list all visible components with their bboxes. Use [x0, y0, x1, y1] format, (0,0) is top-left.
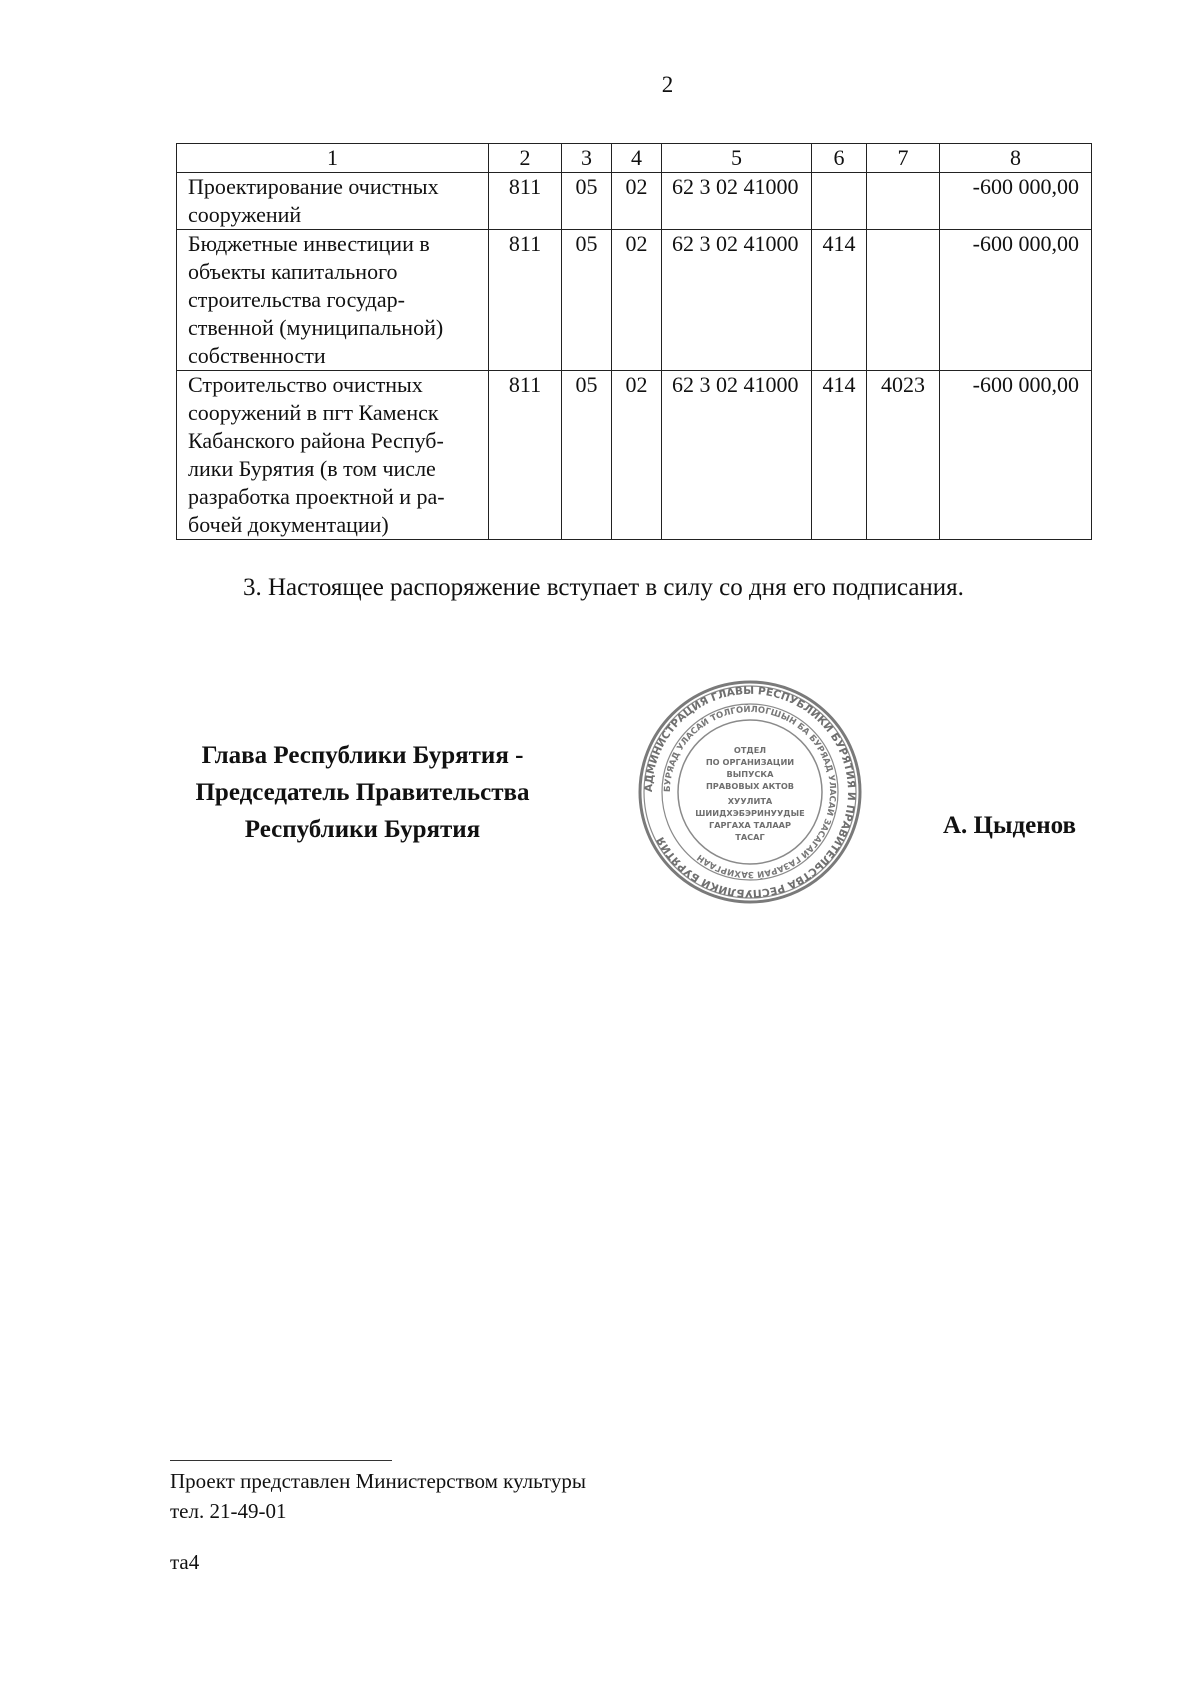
item-name-line: лики Бурятия (в том числе	[188, 456, 436, 481]
official-seal	[635, 677, 865, 907]
header-cell: 1	[177, 144, 489, 173]
footnote-line: Проект представлен Министерством культуры	[170, 1469, 586, 1493]
seal-center-line: ПО ОРГАНИЗАЦИИ	[705, 757, 795, 767]
header-cell: 2	[489, 144, 562, 173]
subsection-cell: 02	[612, 230, 662, 371]
footnote	[170, 1466, 586, 1526]
signatory-title-line: Глава Республики Бурятия -	[201, 742, 524, 769]
item-name-line: объекты капитального	[188, 259, 398, 284]
section-cell: 05	[562, 230, 612, 371]
seal-middle-ring	[662, 704, 838, 880]
signatory-title-line: Республики Бурятия	[244, 816, 481, 843]
clause-text: 3. Настоящее распоряжение вступает в силу со дня его подписания.	[243, 574, 964, 601]
item-name-line: бочей документации)	[188, 512, 389, 537]
seal-center-line: ХУУЛИТА	[727, 796, 773, 806]
target-article-cell: 62 3 02 41000	[662, 230, 812, 371]
budget-table	[176, 143, 1092, 540]
item-name-line: Строительство очистных	[188, 372, 423, 397]
ministry-code-cell: 811	[489, 230, 562, 371]
seal-center-line: ПРАВОВЫХ АКТОВ	[705, 781, 795, 791]
signatory-title-line: Председатель Правительства	[195, 779, 530, 806]
item-name-cell	[177, 173, 489, 230]
item-name-line: разработка проектной и ра-	[188, 484, 445, 509]
target-article-cell: 62 3 02 41000	[662, 371, 812, 540]
footnote-line: тел. 21-49-01	[170, 1499, 287, 1523]
table-row	[177, 371, 1092, 540]
item-name-cell	[177, 371, 489, 540]
header-cell: 7	[867, 144, 940, 173]
target-article-cell: 62 3 02 41000	[662, 173, 812, 230]
ministry-code-cell: 811	[489, 173, 562, 230]
item-name-line: строительства государ-	[188, 287, 405, 312]
header-cell: 3	[562, 144, 612, 173]
seal-center-line: ГАРГАХА ТАЛААР	[708, 820, 792, 830]
amount-cell: -600 000,00	[940, 371, 1092, 540]
signatory-title	[165, 737, 560, 848]
expense-type-cell	[812, 173, 867, 230]
item-name-cell	[177, 230, 489, 371]
item-name-line: сооружений	[188, 202, 302, 227]
extra-code-cell	[867, 173, 940, 230]
document-code: та4	[170, 1550, 200, 1574]
footnote-divider	[170, 1460, 392, 1461]
subsection-cell: 02	[612, 371, 662, 540]
expense-type-cell: 414	[812, 371, 867, 540]
header-cell: 4	[612, 144, 662, 173]
seal-center-line: ВЫПУСКА	[726, 769, 774, 779]
item-name-line: Проектирование очистных	[188, 174, 439, 199]
seal-inner-text: БУРЯАД УЛАСАЙ ТОЛГОЙЛОГШЫН БА БУРЯАД УЛАСАЙ ЗАСАГАЙ ГАЗАРАЙ ЗАХИРГААН	[662, 704, 838, 880]
header-cell: 8	[940, 144, 1092, 173]
section-cell: 05	[562, 371, 612, 540]
table-row	[177, 230, 1092, 371]
extra-code-cell: 4023	[867, 371, 940, 540]
item-name-line: Бюджетные инвестиции в	[188, 231, 430, 256]
page-number: 2	[661, 72, 674, 97]
table-row	[177, 173, 1092, 230]
seal-center-line: ОТДЕЛ	[733, 745, 767, 755]
expense-type-cell: 414	[812, 230, 867, 371]
seal-outer-ring	[640, 682, 860, 902]
seal-center-line: ШИИДХЭБЭРИНУУДЫЕ	[695, 808, 805, 818]
seal-outer-text: АДМИНИСТРАЦИЯ ГЛАВЫ РЕСПУБЛИКИ БУРЯТИЯ И ПРАВИТЕЛЬСТВА РЕСПУБЛИКИ БУРЯТИЯ	[642, 684, 858, 900]
amount-cell: -600 000,00	[940, 230, 1092, 371]
item-name-line: собственности	[188, 343, 326, 368]
ministry-code-cell: 811	[489, 371, 562, 540]
extra-code-cell	[867, 230, 940, 371]
header-cell: 5	[662, 144, 812, 173]
subsection-cell: 02	[612, 173, 662, 230]
table-header-row	[177, 144, 1092, 173]
item-name-line: ственной (муниципальной)	[188, 315, 444, 340]
seal-inner-ring	[678, 720, 822, 864]
section-cell: 05	[562, 173, 612, 230]
item-name-line: Кабанского района Респуб-	[188, 428, 444, 453]
item-name-line: сооружений в пгт Каменск	[188, 400, 439, 425]
amount-cell: -600 000,00	[940, 173, 1092, 230]
header-cell: 6	[812, 144, 867, 173]
signatory-name: А. Цыденов	[943, 812, 1077, 839]
seal-center-line: ТАСАГ	[735, 832, 765, 842]
